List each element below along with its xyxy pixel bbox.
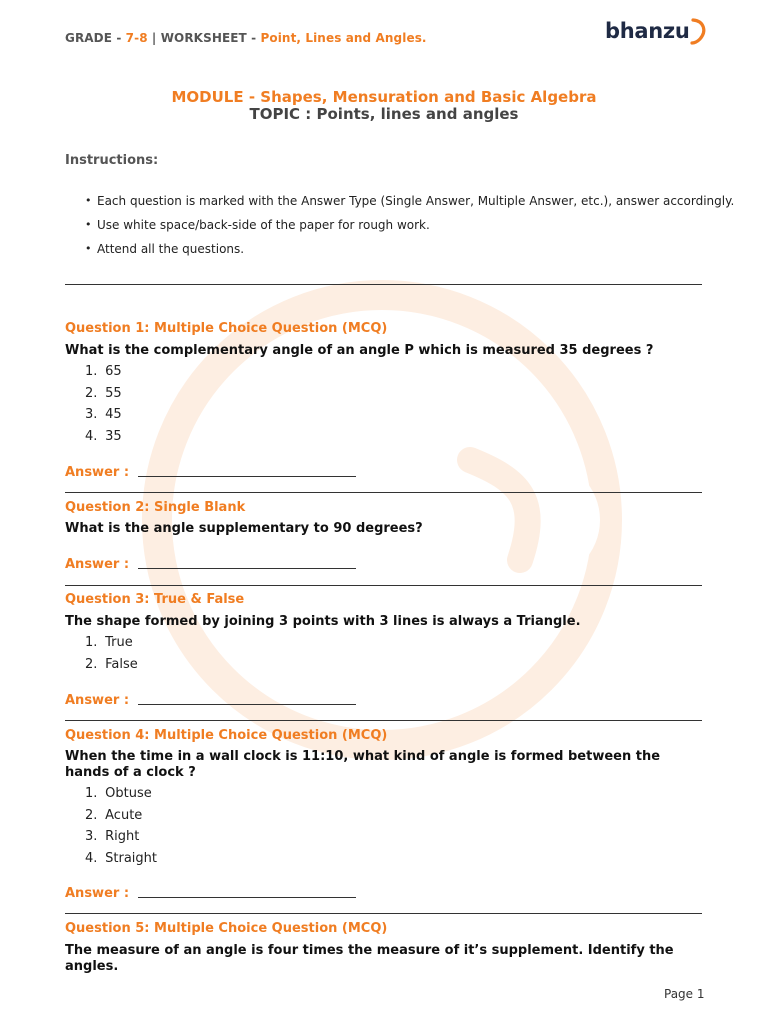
question-2-text: What is the angle supplementary to 90 degrees? <box>65 521 423 536</box>
option-item[interactable]: 2. 55 <box>85 385 122 401</box>
answer-label: Answer : <box>65 693 134 708</box>
worksheet-title: Point, Lines and Angles. <box>260 31 427 45</box>
question-3-text: The shape formed by joining 3 points with 3 lines is always a Triangle. <box>65 614 581 629</box>
topic-title: TOPIC : Points, lines and angles <box>249 105 519 123</box>
question-divider <box>65 913 702 914</box>
logo-swirl-icon <box>690 17 708 45</box>
instruction-item: • Attend all the questions. <box>85 241 734 265</box>
bhanzu-logo <box>605 15 708 47</box>
option-item[interactable]: 2. False <box>85 656 138 672</box>
question-divider <box>65 492 702 493</box>
question-1-heading: Question 1: Multiple Choice Question (MCQ) <box>65 321 388 336</box>
answer-label: Answer : <box>65 886 134 901</box>
answer-blank[interactable] <box>138 568 356 569</box>
grade-label: GRADE - <box>65 31 126 45</box>
question-4-text: When the time in a wall clock is 11:10, what kind of angle is formed between the hands of a clock ? <box>65 749 661 780</box>
option-item[interactable]: 1. Obtuse <box>85 786 152 801</box>
option-item[interactable]: 2. Acute <box>85 807 143 823</box>
section-divider <box>65 284 702 285</box>
grade-value: 7-8 <box>125 31 148 45</box>
question-5-heading: Question 5: Multiple Choice Question (MCQ) <box>65 921 388 936</box>
instruction-item: • Each question is marked with the Answer Type (Single Answer, Multiple Answer, etc.), answer accordingly. <box>85 193 734 217</box>
question-5-text: The measure of an angle is four times the measure of it’s supplement. Identify the angles. <box>65 943 674 974</box>
logo-text: bhanzu <box>605 19 690 43</box>
answer-label: Answer : <box>65 557 134 572</box>
instructions-heading: Instructions: <box>65 153 159 168</box>
question-2-answer <box>65 557 356 572</box>
instructions-list <box>85 193 734 265</box>
answer-blank[interactable] <box>138 476 356 477</box>
worksheet-header <box>65 31 427 45</box>
question-4-answer <box>65 886 356 901</box>
option-item[interactable]: 3. 45 <box>85 407 122 423</box>
page-number: Page 1 <box>664 987 705 1001</box>
question-4-options <box>85 786 157 872</box>
question-1-answer <box>65 465 356 480</box>
worksheet-separator: | WORKSHEET - <box>147 31 261 45</box>
module-title: MODULE - Shapes, Mensuration and Basic Algebra <box>171 88 597 106</box>
option-item[interactable]: 4. 35 <box>85 428 122 444</box>
question-divider <box>65 585 702 586</box>
option-item[interactable]: 1. 65 <box>85 364 122 379</box>
option-item[interactable]: 3. Right <box>85 829 140 845</box>
answer-label: Answer : <box>65 465 134 480</box>
question-divider <box>65 720 702 721</box>
question-3-options <box>85 635 138 678</box>
question-1-text: What is the complementary angle of an angle P which is measured 35 degrees ? <box>65 343 654 358</box>
question-1-options <box>85 364 122 450</box>
question-2-heading: Question 2: Single Blank <box>65 500 246 515</box>
question-3-heading: Question 3: True & False <box>65 592 245 607</box>
option-item[interactable]: 1. True <box>85 635 133 650</box>
question-4-heading: Question 4: Multiple Choice Question (MCQ) <box>65 728 388 743</box>
answer-blank[interactable] <box>138 897 356 898</box>
answer-blank[interactable] <box>138 704 356 705</box>
instruction-item: • Use white space/back-side of the paper for rough work. <box>85 217 734 241</box>
option-item[interactable]: 4. Straight <box>85 850 158 866</box>
question-3-answer <box>65 693 356 708</box>
